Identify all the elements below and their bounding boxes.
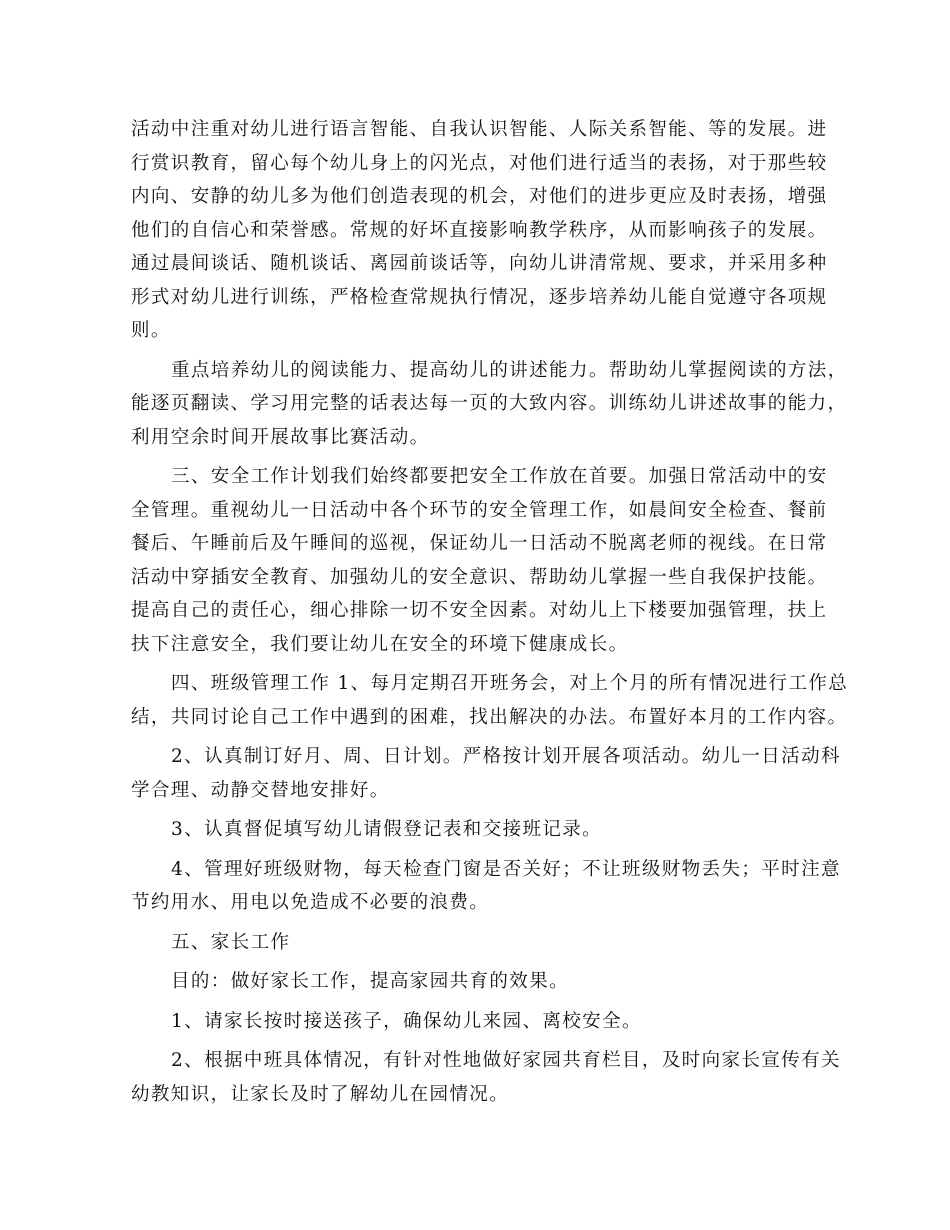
text-line: 全管理。重视幼儿一日活动中各个环节的安全管理工作，如晨间安全检查、餐前 (131, 499, 828, 521)
text-line: 行赏识教育，留心每个幼儿身上的闪光点，对他们进行适当的表扬，对于那些较 (131, 152, 828, 174)
paragraph (131, 1044, 841, 1111)
text-line: 能逐页翻读、学习用完整的话表达每一页的大致内容。训练幼儿讲述故事的能力， (131, 393, 848, 414)
paragraph (131, 667, 849, 734)
text-line: 四、班级管理工作 1、每月定期召开班务会，对上个月的所有情况进行工作总 (171, 673, 849, 694)
paragraph (131, 926, 831, 960)
text-line: 五、家长工作 (171, 931, 291, 953)
paragraph (131, 853, 841, 920)
text-line: 则。 (131, 320, 171, 341)
text-line: 2、根据中班具体情况，有针对性地做好家园共育栏目，及时向家长宣传有关 (171, 1050, 841, 1071)
text-line: 活动中注重对幼儿进行语言智能、自我认识智能、人际关系智能、等的发展。进 (131, 119, 828, 140)
text-line: 内向、安静的幼儿多为他们创造表现的机会，对他们的进步更应及时表扬，增强 (131, 186, 828, 207)
text-line: 学合理、动静交替地安排好。 (131, 779, 390, 801)
text-line: 活动中穿插安全教育、加强幼儿的安全意识、帮助幼儿掌握一些自我保护技能。 (131, 566, 828, 588)
text-line: 目的：做好家长工作，提高家园共育的效果。 (171, 971, 570, 992)
paragraph (131, 354, 848, 455)
text-line: 3、认真督促填写幼儿请假登记表和交接班记录。 (171, 819, 603, 840)
text-line: 4、管理好班级财物，每天检查门窗是否关好；不让班级财物丢失；平时注意 (171, 858, 841, 880)
text-line: 提高自己的责任心，细心排除一切不安全因素。对幼儿上下楼要加强管理，扶上 (131, 600, 828, 621)
document-page (131, 113, 849, 1117)
text-line: 扶下注意安全，我们要让幼儿在安全的环境下健康成长。 (131, 633, 629, 655)
text-line: 幼教知识，让家长及时了解幼儿在园情况。 (131, 1083, 510, 1105)
text-line: 通过晨间谈话、随机谈话、离园前谈话等，向幼儿讲清常规、要求，并采用多种 (131, 253, 828, 274)
paragraph (131, 1005, 831, 1039)
text-line: 餐后、午睡前后及午睡间的巡视，保证幼儿一日活动不脱离老师的视线。在日常 (131, 533, 828, 554)
text-line: 形式对幼儿进行训练，严格检查常规执行情况，逐步培养幼儿能自觉遵守各项规 (131, 286, 828, 308)
paragraph (131, 460, 831, 661)
text-line: 三、安全工作计划我们始终都要把安全工作放在首要。加强日常活动中的安 (171, 466, 828, 487)
text-line: 他们的自信心和荣誉感。常规的好坏直接影响教学秩序，从而影响孩子的发展。 (131, 219, 828, 241)
text-line: 重点培养幼儿的阅读能力、提高幼儿的讲述能力。帮助幼儿掌握阅读的方法， (171, 359, 848, 381)
text-line: 利用空余时间开展故事比赛活动。 (131, 426, 430, 448)
paragraph (131, 813, 831, 847)
text-line: 2、认真制订好月、周、日计划。严格按计划开展各项活动。幼儿一日活动科 (171, 746, 841, 767)
paragraph (131, 113, 831, 348)
paragraph (131, 740, 841, 807)
text-line: 结，共同讨论自己工作中遇到的困难，找出解决的办法。布置好本月的工作内容。 (131, 706, 848, 728)
paragraph (131, 965, 831, 999)
text-line: 1、请家长按时接送孩子，确保幼儿来园、离校安全。 (171, 1010, 642, 1032)
text-line: 节约用水、用电以免造成不必要的浪费。 (131, 892, 490, 913)
